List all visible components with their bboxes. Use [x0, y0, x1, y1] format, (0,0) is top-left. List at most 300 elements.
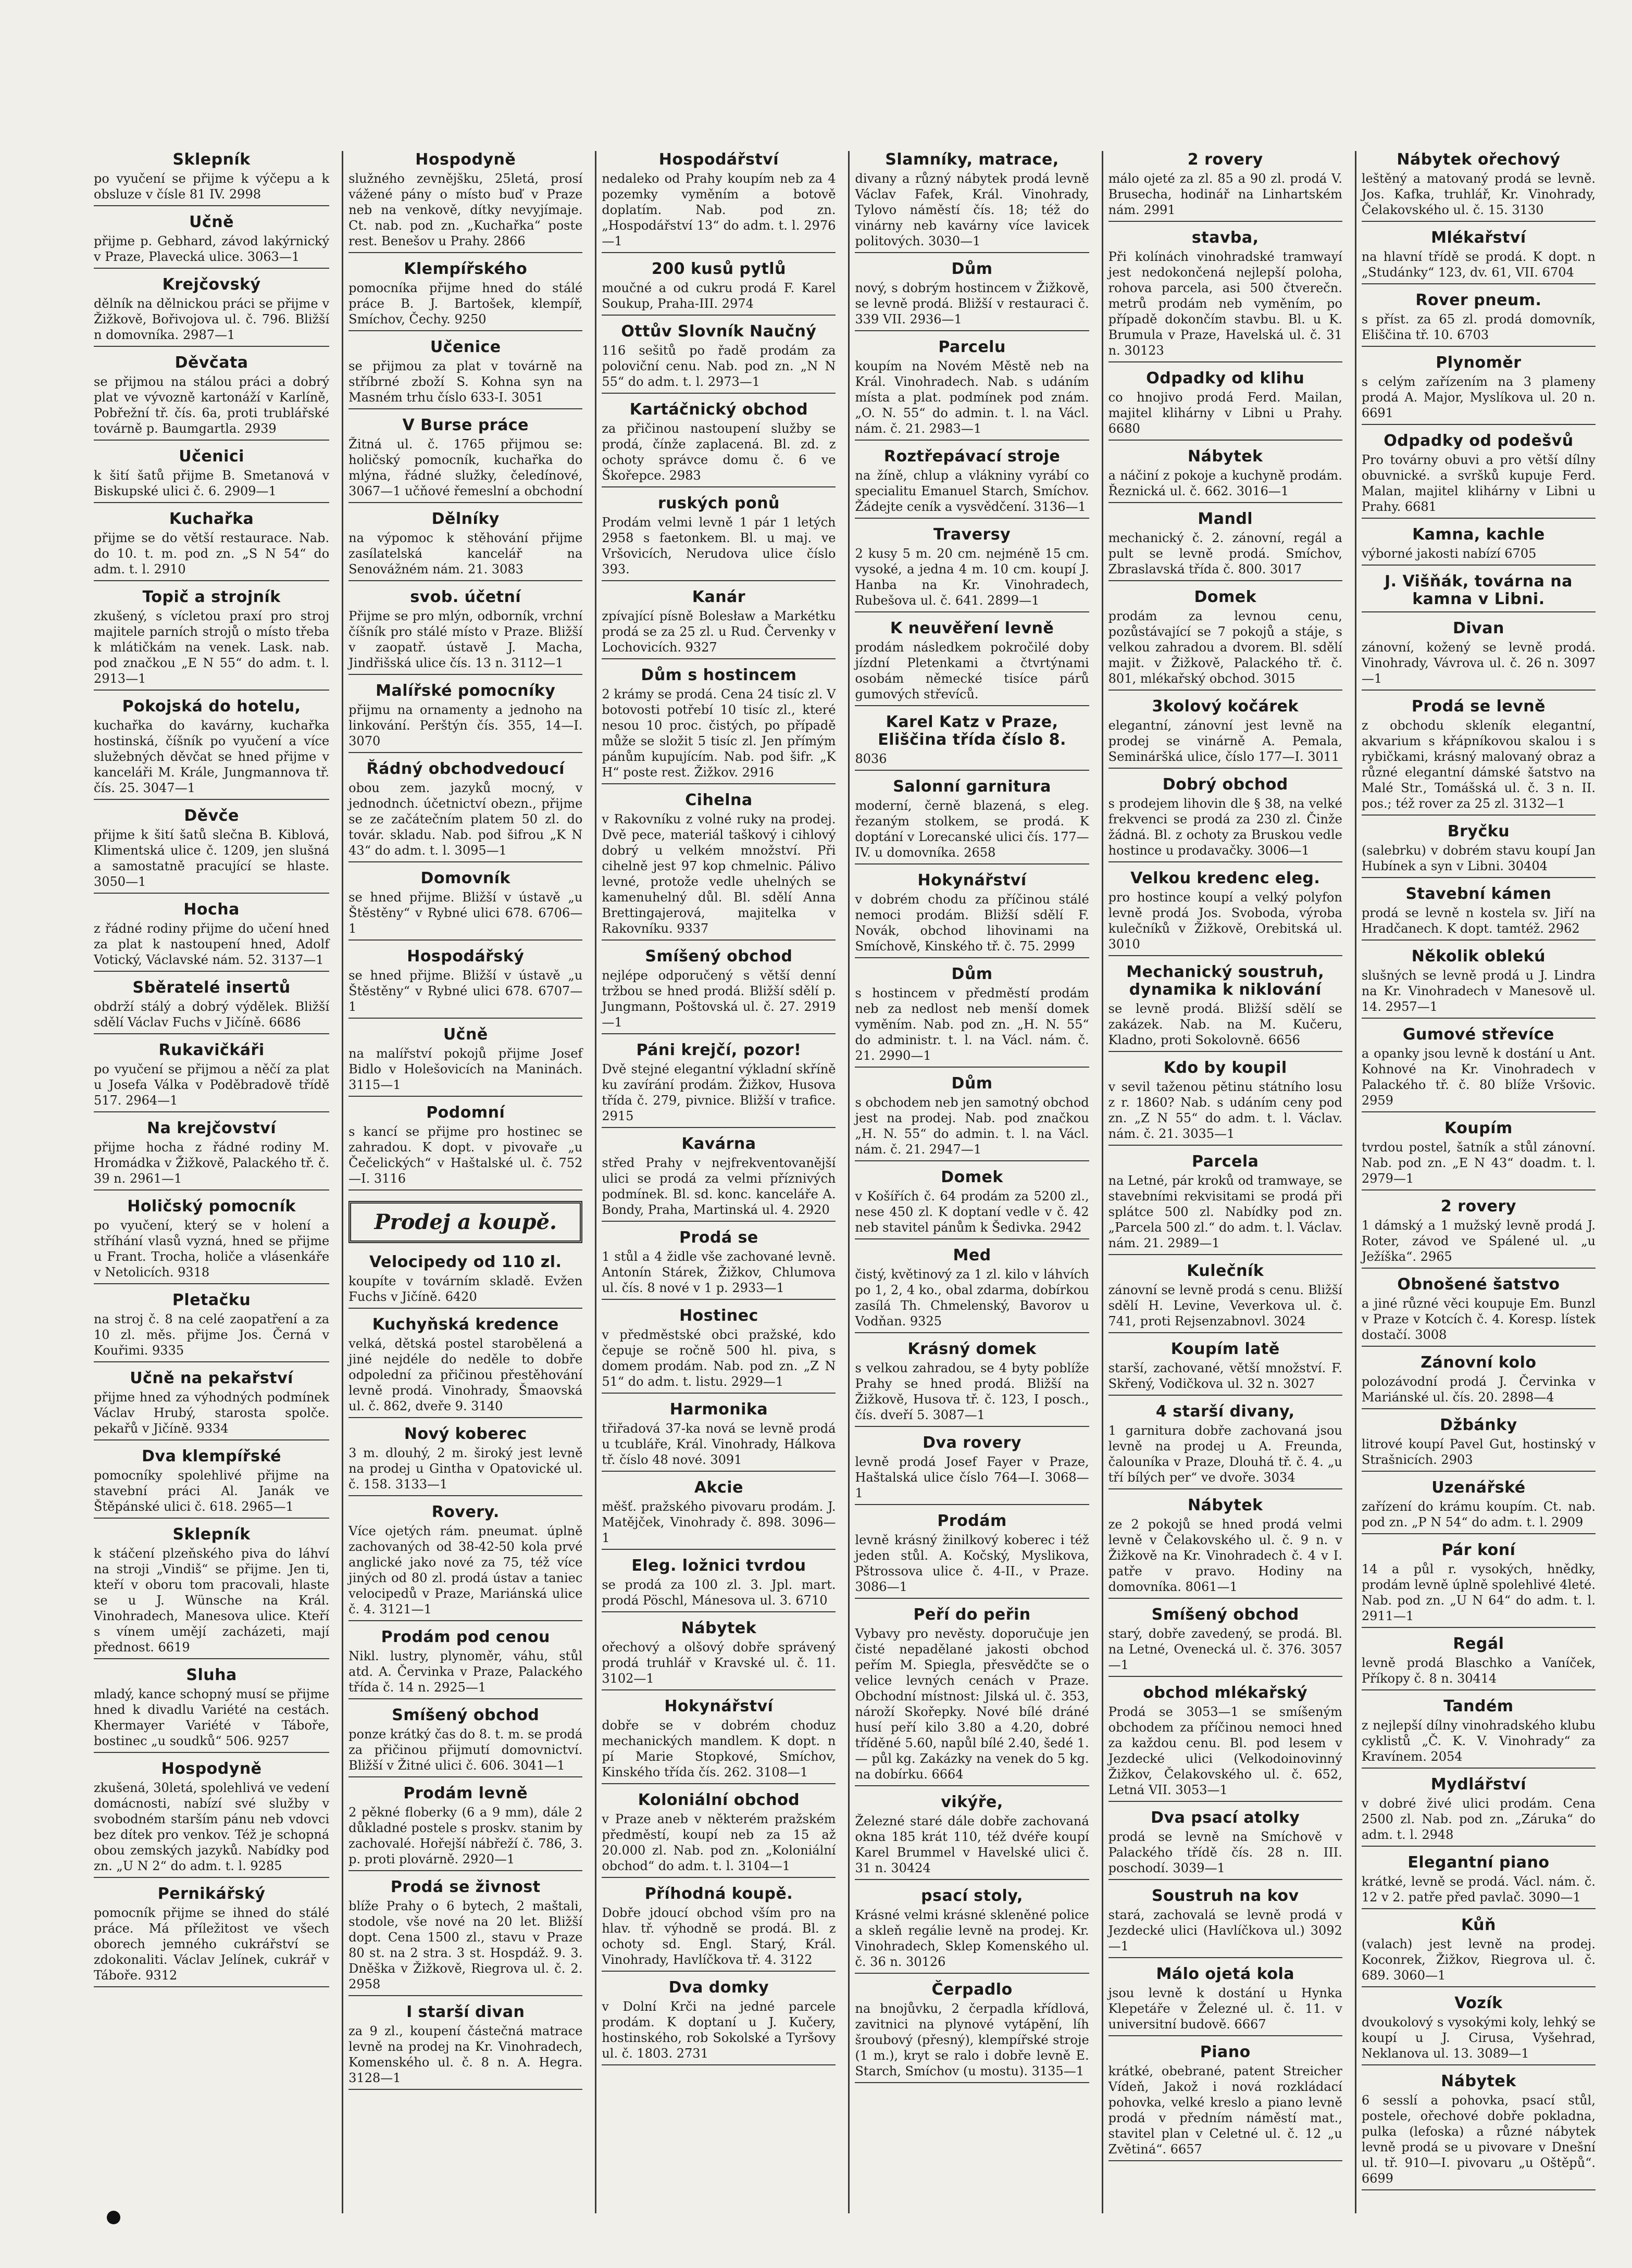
ad-divider	[1108, 2035, 1342, 2036]
ad-text: málo ojeté za zl. 85 a 90 zl. prodá V. Brusecha, hodinář na Linhartském nám. 2991	[1108, 171, 1342, 217]
ad-divider	[1362, 1346, 1596, 1347]
ad-divider	[94, 1877, 329, 1878]
ad-divider	[1362, 283, 1596, 284]
ad-divider	[348, 1870, 582, 1871]
ad-heading: Krásný domek	[907, 1340, 1037, 1358]
ad-text: dělník na dělnickou práci se přijme v Žižkově, Bořivojova ul. č. 796. Bližší n domovníka. 2987—1	[94, 296, 330, 342]
ad-text: 2 pěkné floberky (6 a 9 mm), dále 2 důkladné postele s proskv. stanim by zachovalé. Hořejší nábřeží č. 786, 3. p. proti plovárně. 2920—1	[348, 1805, 583, 1866]
ad-divider	[348, 674, 582, 675]
ad-divider	[1362, 815, 1596, 816]
ad-heading: Zánovní kolo	[1421, 1354, 1537, 1372]
ad-heading: Mydlářství	[1430, 1775, 1527, 1794]
ad-heading: Koupím latě	[1170, 1340, 1280, 1358]
classified-ad	[1108, 963, 1342, 1052]
ad-text: na žíně, chlup a vlákniny vyrábí co specialitu Emanuel Starch, Smíchov. Žádejte ceník a vysvědčení. 3136—1	[855, 468, 1089, 514]
ad-text: krátké, levně se prodá. Václ. nám. č. 12 v 2. patře před pavlač. 3090—1	[1361, 1874, 1596, 1904]
ad-text: Přijme se pro mlýn, odborník, vrchní číšník pro stálé místo v Praze. Bližší v zaopatř. ústavě J. Macha, Jindřišská ulice čís. 13 n. 3112—1	[348, 609, 583, 670]
ad-heading: Kuchařka	[169, 510, 254, 528]
ad-heading: Sklepník	[172, 151, 251, 169]
ad-divider	[855, 1067, 1089, 1068]
ad-heading: Harmonika	[669, 1400, 768, 1419]
ad-heading: Nový koberec	[404, 1425, 527, 1443]
ad-heading: Pernikářský	[157, 1885, 266, 1903]
ad-heading: Parcelu	[938, 338, 1006, 356]
classified-ad	[855, 1340, 1089, 1427]
ad-heading: Prodám levně	[403, 1784, 528, 1802]
ad-text: přijme hned za výhodných podmínek Václav Hrubý, starosta spolče. pekařů v Jičíně. 9334	[94, 1390, 330, 1436]
ad-heading: Sluha	[186, 1666, 237, 1684]
classified-ad	[348, 339, 582, 409]
classified-ad	[348, 1104, 582, 1191]
ad-divider	[1108, 361, 1342, 362]
classified-ad	[855, 1169, 1089, 1239]
ad-heading: Traversy	[933, 525, 1011, 544]
ad-heading: Podomní	[426, 1104, 505, 1122]
classified-ad	[1108, 1340, 1342, 1396]
ad-divider	[1108, 1676, 1342, 1677]
classified-ad	[348, 870, 582, 941]
ad-heading: Mechanický soustruh, dynamika k niklování	[1126, 963, 1325, 999]
ad-heading: Pár koní	[1441, 1541, 1516, 1559]
ad-divider	[1108, 955, 1342, 956]
classified-ad	[1108, 151, 1342, 222]
ad-divider	[94, 268, 329, 269]
ad-heading: K neuvěření levně	[890, 619, 1054, 637]
ad-text: obdrží stálý a dobrý výdělek. Bližší sdělí Václav Fuchs v Jičíně. 6686	[94, 999, 330, 1030]
classified-ad	[94, 510, 329, 581]
ad-divider	[94, 205, 329, 206]
classified-ad	[1108, 229, 1342, 362]
classified-ad	[348, 260, 582, 331]
ad-divider	[1362, 1408, 1596, 1409]
ad-divider	[1108, 861, 1342, 862]
classified-ad	[94, 151, 329, 206]
ad-text: Dobře jdoucí obchod vším pro na hlav. tř. výhodně se prodá. Bl. z ochoty sd. Engl. Starý, Král. Vinohrady, Havlíčkova tř. 4. 3122	[602, 1906, 836, 1967]
classified-ad	[1108, 1059, 1342, 1146]
ad-text: krátké, obebrané, patent Streicher Vídeň, Jakož i nová rozkládací pohovka, velké kreslo a piano levně prodá v předním náměstí mat., stavitel plan v Celetné ul. č. 12 „u Zvětiná“. 6657	[1108, 2064, 1342, 2157]
ad-heading: obchod mlékařský	[1143, 1684, 1308, 1702]
classified-ad	[94, 1885, 329, 1987]
ad-divider	[1108, 221, 1342, 222]
classified-ad	[855, 966, 1089, 1068]
classified-ad	[1362, 1776, 1596, 1847]
ad-heading: Řádný obchodvedoucí	[366, 760, 565, 778]
ad-text: Krásné velmi krásné skleněné police a skleň regálie levně na prodej. Kr. Vinohradech, Sklep Komenského ul. č. 36 n. 30126	[855, 1908, 1089, 1969]
ad-heading: Džbánky	[1440, 1416, 1517, 1434]
ad-divider	[855, 957, 1089, 958]
ad-text: se levně prodá. Bližší sdělí se zakázek. Nab. na M. Kučeru, Kladno, proti Sokolovně. 6656	[1108, 1001, 1342, 1047]
classified-ad	[602, 1479, 836, 1550]
classified-ad	[1108, 370, 1342, 441]
classified-ad	[1108, 698, 1342, 769]
ad-text: Dvě stejné elegantní výkladní skříně ku zavírání prodám. Žižkov, Husova třída č. 279, pivnice. Bližší v trafice. 2915	[602, 1062, 836, 1123]
ad-heading: Nábytek ořechový	[1397, 151, 1561, 169]
ad-heading: Koloniální obchod	[638, 1791, 800, 1809]
classified-ad	[348, 151, 582, 253]
classified-ad	[1108, 1606, 1342, 1677]
classified-ad	[855, 151, 1089, 253]
ad-divider	[855, 1238, 1089, 1239]
ad-heading: Hostinec	[679, 1307, 758, 1325]
ad-heading: Kartáčnický obchod	[629, 400, 808, 419]
ad-heading: Krejčovský	[162, 275, 261, 294]
classified-ad	[602, 948, 836, 1034]
ad-heading: Obnošené šatstvo	[1397, 1275, 1560, 1294]
ad-text: na stroj č. 8 na celé zaopatření a za 10 zl. měs. přijme Jos. Černá v Kouřimi. 9335	[94, 1312, 330, 1358]
ad-heading: Na krejčovství	[146, 1119, 277, 1137]
ad-text: Prodá se 3053—1 se smíšeným obchodem za příčinou nemoci hned za každou cenu. Bl. pod lesem v Jezdecké ulici (Velkodoinovinný Žižkov, Čelakovského ul. č. 652, Letná VII. 3053—1	[1108, 1705, 1342, 1797]
ad-text: z nejlepší dílny vinohradského klubu cyklistů „Č. K. V. Vinohrady“ za Kravínem. 2054	[1361, 1718, 1596, 1764]
ad-heading: 200 kusů pytlů	[651, 260, 786, 278]
ad-text: leštěný a matovaný prodá se levně. Jos. Kafka, truhlář, Kr. Vinohrady, Čelakovského ul. č. 15. 3130	[1361, 171, 1596, 217]
ad-divider	[855, 770, 1089, 771]
ad-text: a jiné různé věci koupuje Em. Bunzl v Praze v Kotcích č. 4. Koresp. lístek dostačí. 3008	[1361, 1296, 1596, 1342]
ad-divider	[602, 252, 836, 253]
ad-text: Při kolínách vinohradské tramwayí jest nedokončená nejlepší poloha, rohova parcela, asi 500 čtverečn. metrů prodám neb vyměním, po případě dokončím stavbu. Bl. u K. Brumula v Praze, Havelská ul. č. 31 n. 30123	[1108, 249, 1342, 358]
ad-heading: svob. účetní	[410, 588, 521, 606]
ad-text: a opanky jsou levně k dostání u Ant. Kohnové na Kr. Vinohradech v Palackého tř. č. 80 blíže Vršovic. 2959	[1361, 1046, 1596, 1108]
ad-heading: Smíšený obchod	[645, 947, 793, 966]
ad-divider	[855, 2082, 1089, 2083]
classified-ad	[855, 1512, 1089, 1599]
ad-heading: Nábytek	[681, 1619, 757, 1637]
column-1	[89, 151, 334, 2213]
ad-divider	[855, 1504, 1089, 1505]
ad-divider	[1108, 690, 1342, 691]
classified-ad	[1362, 885, 1596, 941]
classified-ad	[348, 417, 582, 503]
classified-ad	[1362, 1120, 1596, 1191]
ad-heading: Příhodná koupě.	[644, 1885, 793, 1903]
ad-divider	[94, 1986, 329, 1987]
ad-text: v Praze aneb v některém pražském předměstí, koupí neb za 15 až 20.000 zl. Nab. pod zn. „Koloniální obchod“ do adm. t. l. 3104—1	[602, 1812, 836, 1873]
ad-heading: Hospodyně	[415, 151, 516, 169]
ad-heading: Dva psací atolky	[1151, 1809, 1300, 1827]
ad-heading: psací stoly,	[921, 1887, 1023, 1905]
ad-heading: Dva rovery	[923, 1434, 1021, 1452]
ad-divider	[1362, 1268, 1596, 1269]
ad-divider	[348, 408, 582, 409]
ad-text: přijme p. Gebhard, závod lakýrnický v Praze, Plavecká ulice. 3063—1	[94, 234, 330, 264]
ad-heading: Dobrý obchod	[1162, 775, 1288, 794]
ad-text: na hlavní třídě se prodá. K dopt. n „Studánky“ 123, dv. 61, VII. 6704	[1361, 249, 1596, 280]
ad-text: po vyučení se přijme k výčepu a k obsluze v čísle 81 IV. 2998	[94, 171, 330, 202]
ad-divider	[94, 1111, 329, 1112]
ad-text: moučné a od cukru prodá F. Karel Soukup, Praha-III. 2974	[602, 281, 836, 311]
ad-text: po vyučení se přijmou a něčí za plat u Josefa Válka v Poděbradově třídě 517. 2964—1	[94, 1062, 330, 1108]
ad-text: za přičinou nastoupení služby se prodá, čínže zaplacená. Bl. zd. z ochoty správce domu č. 6 ve Škořepce. 2983	[602, 421, 836, 483]
ad-heading: Dům	[951, 1074, 993, 1093]
ad-divider	[602, 939, 836, 941]
ad-heading: Ottův Slovník Naučný	[621, 322, 817, 341]
classified-ad	[94, 214, 329, 269]
classified-ad	[94, 1292, 329, 1362]
ad-text: nejlépe odporučený s větší denní tržbou se hned prodá. Bližší sdělí p. Jungmann, Poštovská ul. č. 27. 2919—1	[602, 968, 836, 1030]
ad-heading: vikýře,	[941, 1793, 1003, 1811]
ad-text: blíže Prahy o 6 bytech, 2 maštali, stodole, vše nové na 20 let. Bližší dopt. Cena 1500 zl., stavu v Praze 80 st. na 2 stra. 3 st. Hospdáž. 9. 3. Dněška v Žižkově, Riegrova ul. č. 2. 2958	[348, 1899, 583, 1991]
ad-heading: Málo ojetá kola	[1156, 1965, 1294, 1983]
ad-heading: Učenice	[430, 338, 501, 356]
ad-divider	[1108, 440, 1342, 441]
ad-divider	[1108, 580, 1342, 581]
classified-ad	[348, 948, 582, 1019]
ad-text: a náčiní z pokoje a kuchyně prodám. Řeznická ul. č. 662. 3016—1	[1108, 468, 1342, 498]
ad-divider	[855, 1973, 1089, 1974]
ad-divider	[1362, 1533, 1596, 1534]
classified-ad	[1362, 573, 1596, 612]
classified-ad	[1362, 948, 1596, 1019]
ad-heading: Smíšený obchod	[1151, 1606, 1299, 1624]
classified-ad	[1362, 2073, 1596, 2190]
ad-text: v Košířích č. 64 prodám za 5200 zl., nese 450 zl. K doptaní vedle v č. 42 neb stavitel pánům k Šedivka. 2942	[855, 1189, 1089, 1235]
classified-ad	[1108, 510, 1342, 581]
ad-text: prodá se levně n kostela sv. Jiří na Hradčanech. K dopt. tamtéž. 2962	[1361, 906, 1596, 936]
ad-divider	[348, 861, 582, 862]
ad-heading: Pokojská do hotelu,	[122, 697, 301, 716]
classified-ad	[348, 1878, 582, 1996]
ad-divider	[348, 1096, 582, 1097]
classified-ad	[855, 713, 1089, 771]
ad-text: divany a různý nábytek prodá levně Václav Fafek, Král. Vinohrady, Tylovo náměstí čís. 18; též do vinárny neb kavárny více lavicek politových. 3030—1	[855, 171, 1089, 248]
ad-text: jsou levně k dostání u Hynka Klepetáře v Železné ul. č. 11. v universitní budově. 6667	[1108, 1986, 1342, 2032]
ad-divider	[602, 1611, 836, 1612]
ad-text: měšť. pražského pivovaru prodám. J. Matějček, Vinohrady č. 898. 3096—1	[602, 1499, 836, 1545]
ad-heading: Rukavičkáři	[158, 1041, 265, 1059]
classified-ad	[1362, 1354, 1596, 1409]
ad-divider	[855, 330, 1089, 331]
ad-heading: Domek	[1194, 588, 1257, 606]
classified-ad	[94, 1448, 329, 1519]
classified-ad	[855, 1434, 1089, 1505]
classified-ad	[602, 1307, 836, 1394]
ad-divider	[94, 690, 329, 691]
ad-divider	[348, 1698, 582, 1699]
classified-ad	[348, 2003, 582, 2090]
classified-ad	[1362, 354, 1596, 425]
ad-divider	[602, 1971, 836, 1972]
ad-heading: Med	[953, 1246, 991, 1264]
ad-text: se přijmou na stálou práci a dobrý plat ve vývozně kartonáží v Karlíně, Pobřežní tř. čís. 6a, proti trublářské továrně p. Baumgartla. 2939	[94, 374, 330, 436]
ad-text: zkušená, 30letá, spolehlivá ve vedení domácnosti, nabízí své služby v svobodném starším pánu neb vdovci bez dítek pro venkov. Též je schopná obou zemských jazyků. Nabídky pod zn. „U N 2“ do adm. t. l. 9285	[94, 1781, 330, 1873]
ad-heading: Několik oblekú	[1411, 947, 1546, 966]
classified-ad	[94, 1042, 329, 1112]
ad-divider	[855, 1160, 1089, 1161]
ad-divider	[1362, 565, 1596, 566]
classified-ad	[348, 760, 582, 862]
ad-heading: Eleg. ložnici tvrdou	[631, 1557, 806, 1575]
classified-ad	[855, 872, 1089, 958]
ad-text: v Rakovníku z volné ruky na prodej. Dvě pece, materiál taškový i cihlový dobrý u velkém množství. Při cihelně jest 97 kop chmelnic. Pálivo levné, protože vedle uhelných se kamenuhelný důl. Bl. sdělí Anna Brettingajerová, majitelka v Rakovníku. 9337	[602, 812, 836, 936]
ad-heading: Kanár	[692, 588, 746, 606]
classified-ad	[602, 495, 836, 581]
ad-divider	[94, 502, 329, 503]
ad-text: starší, zachované, větší množství. F. Skřený, Vodičkova ul. 32 n. 3027	[1108, 1361, 1342, 1391]
ad-heading: Cihelna	[685, 791, 753, 809]
ad-heading: Slamníky, matrace,	[885, 151, 1059, 169]
classified-ad	[602, 1557, 836, 1612]
classified-ad	[1362, 823, 1596, 878]
classified-ad	[602, 1620, 836, 1690]
ad-heading: Kdo by koupil	[1163, 1059, 1287, 1077]
ad-heading: Domovník	[420, 869, 510, 887]
ad-divider	[1108, 1254, 1342, 1255]
ad-text: dobře se v dobrém choduz mechanických mandlem. K dopt. n pí Marie Stopkové, Smíchov, Kinského třída čís. 262. 3108—1	[602, 1718, 836, 1780]
ad-divider	[855, 1785, 1089, 1786]
section-banner: Prodej a koupě.	[348, 1201, 582, 1243]
ad-text: 6 sesslí a pohovka, psací stůl, postele, ořechové dobře pokladna, pulka (lefoska) a různé nábytek levně prodá se u pivovare v Dnešní ul. tř. 910—I. pivovaru „u Oštěpů“. 6699	[1361, 2093, 1596, 2186]
ad-text: levně krásný žinilkový koberec i též jeden stůl. A. Kočský, Myslikova, Pštrossova ulice č. 4-II., v Praze. 3086—1	[855, 1533, 1089, 1594]
ad-divider	[1108, 1488, 1342, 1489]
ad-text: pomocníky spolehlivé přijme na stavební práci Al. Janák ve Štěpánské ulici č. 618. 2965—1	[94, 1468, 330, 1514]
ad-divider	[94, 440, 329, 441]
ad-divider	[94, 1752, 329, 1753]
classified-ad	[348, 1707, 582, 1777]
ad-heading: Akcie	[694, 1478, 743, 1497]
classified-ad	[855, 526, 1089, 612]
classified-ad	[348, 1628, 582, 1699]
ad-divider	[1362, 1111, 1596, 1112]
classified-ad	[855, 778, 1089, 864]
ad-divider	[602, 393, 836, 394]
ad-text: čistý, květinový za 1 zl. kilo v láhvích po 1, 2, 4 ko., obal zdarma, dobírkou zasílá Th. Chmelenský, Bavorov u Vodňan. 9325	[855, 1267, 1089, 1329]
classified-ad	[1108, 1684, 1342, 1802]
ad-heading: Děvčata	[175, 354, 248, 372]
ad-text: 116 sešitů po řadě prodám za poloviční cenu. Nab. pod zn. „N N 55“ do adm. t. l. 2973—1	[602, 343, 836, 389]
ad-text: Vybavy pro nevěsty. doporučuje jen čisté nepadělané jakosti obchod peřím M. Spiegla, přesvědčte se o velice levných cenách v Praze. Obchodní místnost: Jilská ul. č. 353, nároží Skořepky. Nové bílé dráné husí peří kilo 3.80 a 4.20, dobré tříděné 5.60, napůl bílé 2.40, šedé 1.— půl kg. Zakázky na venek do 5 kg. na dobírku. 6664	[855, 1626, 1089, 1782]
classified-ad	[1362, 526, 1596, 566]
ad-heading: Piano	[1200, 2043, 1251, 2061]
ad-text: polozávodní prodá J. Červinka v Mariánské ul. čís. 20. 2898—4	[1361, 1374, 1596, 1405]
classified-ad	[1108, 776, 1342, 862]
ad-text: se přijmou za plat v továrně na stříbrné zboží S. Kohna syn na Masném trhu číslo 633-I. 3051	[348, 359, 583, 405]
ad-text: k šití šatů přijme B. Smetanová v Biskupské ulici č. 6. 2909—1	[94, 468, 330, 498]
ad-text: s velkou zahradou, se 4 byty poblíže Prahy se hned prodá. Bližší na Žižkově, Husova tř. č. 123, I posch., čís. dveří 5. 3087—1	[855, 1361, 1089, 1422]
ad-heading: Páni krejčí, pozor!	[636, 1041, 802, 1059]
classified-ad	[348, 588, 582, 675]
ad-text: se prodá za 100 zl. 3. Jpl. mart. prodá Pöschl, Mánesova ul. 3. 6710	[602, 1577, 836, 1608]
ad-text: na bnojůvku, 2 čerpadla křídlová, zavitnici na plynové vytápění, líh šroubový (přesný), klempířské stroje (1 m.), kryt se ralo i dobře levně E. Starch, Smíchov (u mostu). 3135—1	[855, 2001, 1089, 2078]
ad-text: ze 2 pokojů se hned prodá velmi levně v Čelakovského ul. č. 9 n. v Žižkově na Kr. Vinohradech č. 4 v I. patře v pravo. Hodiny na domovníka. 8061—1	[1108, 1517, 1342, 1594]
ad-divider	[1362, 1846, 1596, 1847]
ad-divider	[1108, 1051, 1342, 1052]
classified-ad	[94, 1198, 329, 1284]
classified-ad	[602, 1885, 836, 1972]
classified-ad	[602, 401, 836, 487]
ad-text: koupím na Novém Městě neb na Král. Vinohradech. Nab. s udáním místa a plat. podmínek pod znám. „O. N. 55“ do admin. t. l. na Václ. nám. č. 21. 2983—1	[855, 359, 1089, 436]
ad-text: v dobré živé ulici prodám. Cena 2500 zl. Nab. pod zn. „Záruka“ do adm. t. l. 2948	[1361, 1796, 1596, 1842]
ad-text: pro hostince koupí a velký polyfon levně prodá Jos. Svoboda, výroba kulečníků v Žižkově, Orebitská ul. 3010	[1108, 890, 1342, 951]
ad-heading: Prodám	[937, 1512, 1007, 1530]
ad-text: 1 dámský a 1 mužský levně prodá J. Roter, závod ve Spálené ul. „u Ježíška“. 2965	[1361, 1218, 1596, 1264]
ad-text: pomocníka přijme hned do stálé práce B. J. Bartošek, klempíř, Smíchov, Čechy. 9250	[348, 281, 583, 327]
ad-heading: ruských ponů	[657, 494, 780, 512]
ad-divider	[1362, 518, 1596, 519]
ad-text: na výpomoc k stěhování přijme zasílatelská kancelář na Senovážném nám. 21. 3083	[348, 531, 583, 577]
classified-ad	[602, 588, 836, 659]
ad-divider	[1362, 2189, 1596, 2190]
ad-divider	[602, 1549, 836, 1550]
classified-ad	[94, 1760, 329, 1878]
classified-ad	[348, 1503, 582, 1621]
ad-heading: Odpadky od podešvů	[1384, 432, 1574, 450]
ad-divider	[855, 1598, 1089, 1599]
ad-divider	[602, 1393, 836, 1394]
ad-text: přijme hocha z řádné rodiny M. Hromádka v Žižkově, Palackého tř. č. 39 n. 2961—1	[94, 1140, 330, 1186]
ad-text: co hnojivo prodá Ferd. Mailan, majitel klihárny v Libni u Prahy. 6680	[1108, 390, 1342, 436]
classified-ad	[855, 620, 1089, 706]
ad-divider	[855, 1332, 1089, 1333]
classified-ad	[1108, 1403, 1342, 1489]
classified-ad	[348, 682, 582, 753]
ad-text: zánovní, kožený se levně prodá. Vinohrady, Vávrova ul. č. 26 n. 3097—1	[1361, 640, 1596, 686]
classified-ad	[94, 901, 329, 972]
ad-text: 2 kusy 5 m. 20 cm. nejméně 15 cm. vysoké, a jedna 4 m. 10 cm. koupí J. Hanba na Kr. Vinohradech, Rubešova ul. č. 641. 2899—1	[855, 546, 1089, 608]
classified-ad	[1362, 1995, 1596, 2065]
ad-heading: Soustruh na kov	[1151, 1887, 1299, 1905]
ad-heading: Kuchyňská kredence	[372, 1315, 559, 1334]
ad-divider	[855, 611, 1089, 612]
ad-text: s příst. za 65 zl. prodá domovník, Eliščina tř. 10. 6703	[1361, 312, 1596, 342]
ad-text: prodá se levně na Smíchově v Palackého třídě čís. 28 n. III. poschodí. 3039—1	[1108, 1830, 1342, 1875]
classified-ad	[855, 1606, 1089, 1786]
classified-ad	[1362, 1854, 1596, 1909]
ad-divider	[348, 1776, 582, 1777]
ad-divider	[602, 1689, 836, 1690]
ad-divider	[1108, 1598, 1342, 1599]
ad-divider	[1108, 2160, 1342, 2161]
ad-heading: Parcela	[1192, 1152, 1259, 1171]
classified-ad	[1362, 1916, 1596, 1987]
classified-ad	[602, 1698, 836, 1784]
ad-heading: Gumové střevíce	[1402, 1025, 1554, 1044]
ad-text: z obchodu skleník elegantní, akvarium s křápníkovou skalou i s rybičkami, krásný malovaný obraz a různé elegantní dámské šatstvo na Malé Str., Tomášská ul. č. 3 n. II. pos.; též rover za 25 zl. 3132—1	[1361, 718, 1596, 811]
ad-divider	[602, 580, 836, 581]
classified-ad	[855, 1794, 1089, 1880]
ad-text: s celým zařízením na 3 plameny prodá A. Major, Myslíkova ul. 20 n. 6691	[1361, 374, 1596, 420]
ad-heading: Hospodyně	[161, 1760, 262, 1778]
ad-divider	[1362, 939, 1596, 941]
ad-heading: Velkou kredenc eleg.	[1130, 869, 1320, 887]
ad-divider	[94, 1361, 329, 1362]
classified-ad	[1108, 588, 1342, 691]
ad-heading: Uzenářské	[1431, 1478, 1526, 1497]
ad-heading: 3kolový kočárek	[1152, 697, 1299, 716]
classified-ad	[602, 323, 836, 394]
classified-ad	[1108, 1965, 1342, 2036]
ad-text: dvoukolový s vysokými koly, lehký se koupí u J. Cirusa, Vyšehrad, Neklanova ul. 13. 3089—1	[1361, 2015, 1596, 2061]
ad-heading: 2 rovery	[1440, 1197, 1516, 1216]
ad-divider	[348, 1995, 582, 1996]
ad-divider	[602, 315, 836, 316]
ad-text: Železné staré dále dobře zachovaná okna 185 krát 110, též dvéře koupí Karel Brummel v Havelské ulici č. 31 n. 30424	[855, 1814, 1089, 1875]
ad-divider	[94, 1658, 329, 1659]
ad-heading: Stavební kámen	[1405, 885, 1552, 903]
classified-ad	[602, 1791, 836, 1878]
ad-heading: Topič a strojník	[142, 588, 281, 606]
ad-heading: stavba,	[1191, 229, 1259, 247]
classified-ad	[94, 1526, 329, 1659]
ad-text: koupíte v továrním skladě. Evžen Fuchs v Jičíně. 6420	[348, 1274, 583, 1304]
classified-ad	[1108, 1497, 1342, 1599]
classified-ad	[1108, 448, 1342, 503]
ad-text: zkušený, s vícletou praxí pro stroj majitele parních strojů o místo třeba k mlátičkám na venek. Lask. nab. pod značkou „E N 55“ do adm. t. l. 2913—1	[94, 609, 330, 686]
ad-heading: Bryčku	[1447, 822, 1510, 841]
ad-heading: Prodá se levně	[1411, 697, 1546, 716]
ad-heading: Regál	[1453, 1635, 1504, 1653]
ad-text: 1 stůl a 4 židle vše zachované levně. Antonín Stárek, Žižkov, Chlumova ul. čís. 8 nové v 1 p. 2933—1	[602, 1249, 836, 1295]
ad-text: přijme k šití šatů slečna B. Kiblová, Klimentská ulice č. 1209, jen slušná a samostatně pracující se hlaste. 3050—1	[94, 828, 330, 889]
ad-divider	[94, 893, 329, 894]
